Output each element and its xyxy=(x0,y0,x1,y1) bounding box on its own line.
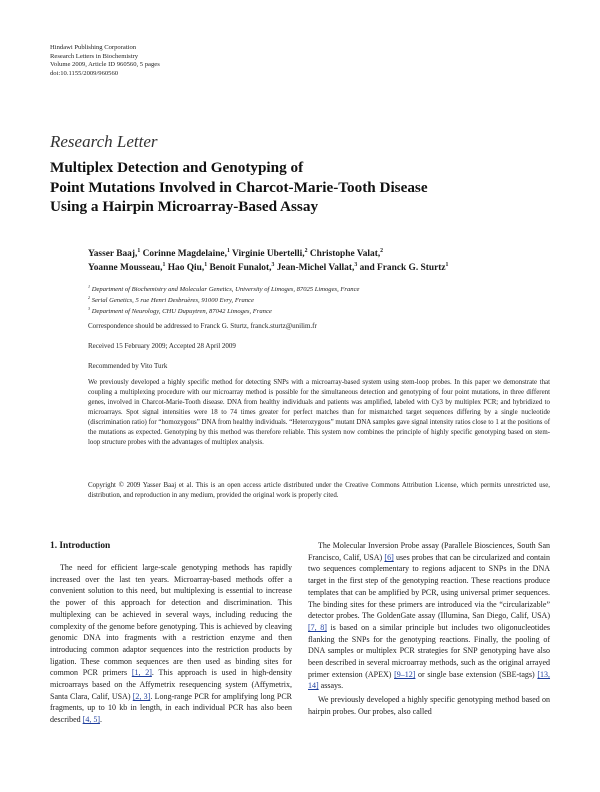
author-list xyxy=(88,247,568,275)
author-affiliation-mark: 1 xyxy=(445,261,449,268)
journal-name: Research Letters in Biochemistry xyxy=(50,52,139,60)
author-name[interactable]: Virginie Ubertelli, xyxy=(232,249,305,259)
author-affiliation-mark: 1 xyxy=(162,261,166,268)
publisher-line: Hindawi Publishing Corporation xyxy=(50,44,137,51)
volume-line: Volume 2009, Article ID 960560, 5 pages xyxy=(50,61,160,69)
citation-link[interactable]: [6] xyxy=(384,552,394,562)
author-name[interactable]: Christophe Valat, xyxy=(309,249,381,259)
citation-link[interactable]: [2, 3] xyxy=(132,691,151,701)
affiliation-number: 2 xyxy=(88,294,91,300)
citation-link[interactable]: [9–12] xyxy=(394,669,416,679)
intro-paragraph-2 xyxy=(308,540,550,692)
affiliation-text: Serial Genetics, 5 rue Henri Desbruères, 91000 Evry, France xyxy=(91,297,254,304)
affiliation-text: Department of Biochemistry and Molecular Genetics, University of Limoges, 87025 Limoges, France xyxy=(91,286,360,293)
author-affiliation-mark: 3 xyxy=(354,261,358,268)
paragraph-text: is based on a similar principle but includes two oligonucleotides flanking the SNPs for the genotyping reactions. Finally, the pooling of DNA samples or multiplex PCR strategies for SNP genotyping have also been described in several microarray methods, such as the original arrayed primer extension (APEX) xyxy=(308,622,551,679)
citation-link[interactable]: [7, 8] xyxy=(308,622,327,632)
recommended-line: Recommended by Vito Turk xyxy=(88,362,168,370)
affiliation-item xyxy=(88,295,359,306)
paragraph-text: . This approach is used in high-density microarrays based on the Affymetrix resequencing system (Affymetrix, Santa Clara, Calif, USA) xyxy=(50,668,292,701)
paragraph-text: uses probes that can be circularized and contain two sequences complementary to regions adjacent to SNPs in the DNA target in the first step of the genotyping reaction. These reactions produce templates that can be amplified by PCR, using universal primer sequences. The binding sites for these primers are introduced via the “circularizable” detector probes. The GoldenGate assay (Illumina, San Diego, Calif, USA) xyxy=(308,552,551,621)
affiliation-list xyxy=(88,284,359,317)
author-name[interactable]: Corinne Magdelaine, xyxy=(142,249,227,259)
author-name[interactable]: Hao Qiu, xyxy=(167,263,205,273)
paragraph-text: The Molecular Inversion Probe assay (Parallele Biosciences, South San Francisco, Calif, USA) xyxy=(308,541,550,562)
doi-link[interactable]: doi:10.1155/2009/960560 xyxy=(50,69,119,77)
intro-paragraph-1 xyxy=(50,562,292,726)
paragraph-text: . xyxy=(99,715,102,725)
title-line-1: Multiplex Detection and Genotyping of xyxy=(50,159,304,176)
journal-header xyxy=(50,44,160,78)
affiliation-text: Department of Neurology, CHU Dupuytren, 87042 Limoges, France xyxy=(91,308,272,315)
citation-link[interactable]: [4, 5] xyxy=(82,715,100,725)
column-left xyxy=(50,540,292,726)
citation-link[interactable]: [13, 14] xyxy=(308,669,551,691)
author-name[interactable]: Yasser Baaj, xyxy=(88,249,138,259)
author-line-2 xyxy=(88,261,568,275)
copyright-notice: Copyright © 2009 Yasser Baaj et al. This is an open access article distributed under the Creative Commons Attribution License, which permits unrestricted use, distribution, and reproduction in any medium, provided the original work is properly cited. xyxy=(88,482,550,499)
article-type: Research Letter xyxy=(50,132,158,151)
affiliation-number: 1 xyxy=(88,283,91,289)
author-affiliation-mark: 2 xyxy=(380,247,384,254)
section-heading-introduction: 1. Introduction xyxy=(50,541,111,551)
author-name[interactable]: and Franck G. Sturtz xyxy=(359,263,446,273)
affiliation-number: 3 xyxy=(88,305,91,311)
intro-paragraph-3: We previously developed a highly specific genotyping method based on hairpin probes. Our probes, also called xyxy=(308,695,550,716)
paragraph-text: . Long-range PCR for amplifying long PCR fragments, up to 10 kb in length, in each individual PCR has also been described xyxy=(50,691,293,725)
author-affiliation-mark: 2 xyxy=(304,247,308,254)
author-affiliation-mark: 1 xyxy=(226,247,230,254)
paragraph-text: assays. xyxy=(318,681,344,691)
author-name[interactable]: Yoanne Mousseau, xyxy=(88,263,163,273)
article-title xyxy=(50,158,570,217)
correspondence-line: Correspondence should be addressed to Franck G. Sturtz, franck.sturtz@unilim.fr xyxy=(88,322,317,330)
author-name[interactable]: Benoit Funalot, xyxy=(209,263,272,273)
title-line-2: Point Mutations Involved in Charcot-Marie-Tooth Disease xyxy=(50,178,428,196)
affiliation-item xyxy=(88,284,359,295)
citation-link[interactable]: [1, 2] xyxy=(131,668,152,678)
author-affiliation-mark: 3 xyxy=(271,261,275,268)
title-line-3: Using a Hairpin Microarray-Based Assay xyxy=(50,198,319,215)
abstract-text: We previously developed a highly specific method for detecting SNPs with a microarray-based system using stem-loop probes. In this paper we demonstrate that coupling a multiplexing procedure with our microarray method is possible for the simultaneous detection and genotyping of four point mutations, in three different genes, involved in Charcot-Marie-Tooth disease. DNA from healthy individuals and patients was amplified, labeled with Cy3 by multiplex PCR; and hybridized to microarrays. Spot signal intensities were 18 to 74 times greater for perfect matches than for mismatched target sequences differing by a single nucleotide (discrimination ratio) for “homozygous” DNA from healthy individuals. “Heterozygous” mutant DNA samples gave signal intensity ratios close to 1 at the positions of the mutations as expected. Genotyping by this method was therefore reliable. This system now combines the principle of highly specific genotyping based on stem-loop structure probes with the advantages of multiplex analysis. xyxy=(88,379,550,446)
author-affiliation-mark: 1 xyxy=(204,261,208,268)
column-right xyxy=(308,540,550,718)
affiliation-item xyxy=(88,306,359,317)
author-line-1 xyxy=(88,247,568,261)
paragraph-text: or single base extension (SBE-tags) xyxy=(415,669,538,679)
received-line: Received 15 February 2009; Accepted 28 April 2009 xyxy=(88,342,236,350)
author-name[interactable]: Jean-Michel Vallat, xyxy=(276,263,355,273)
paragraph-text: The need for efficient large-scale genotyping methods has rapidly increased over the last ten years. Microarray-based methods offer a convenient solution to this need, but multiplexing is essential to increase the power of this approach for detection and discrimination. This multiplexing can be achieved in several ways, including reducing the complexity of the genome before genotyping. This is achieved by cleaving genomic DNA into fragments with a restriction enzyme and then introducing common adaptor sequences into the restriction products by ligation. These common sequences are then used as binding sites for common PCR primers xyxy=(50,563,292,678)
author-affiliation-mark: 1 xyxy=(137,247,141,254)
